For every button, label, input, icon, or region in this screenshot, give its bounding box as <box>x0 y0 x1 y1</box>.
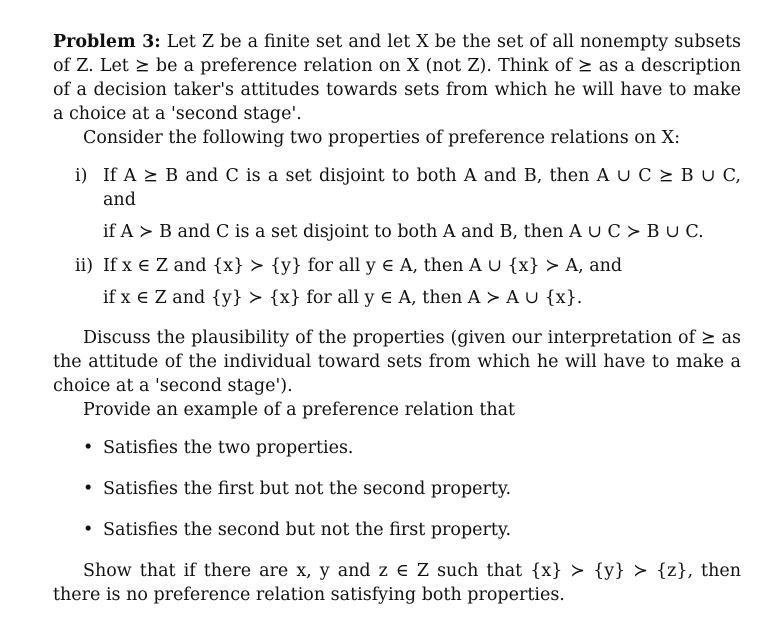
bullet-text-1: Satisfies the two properties. <box>103 438 354 458</box>
properties-list <box>53 164 741 310</box>
property-item-1 <box>53 164 741 244</box>
example-bullets-list <box>53 436 741 542</box>
property-2-line-2: if x ∈ Z and {y} ≻ {x} for all y ∈ A, then A ≻ A ∪ {x}. <box>103 288 583 308</box>
bullet-text-2: Satisfies the first but not the second property. <box>103 479 512 499</box>
problem-label: Problem 3: <box>53 32 161 52</box>
property-item-2 <box>53 254 741 310</box>
property-marker-1: i) <box>75 166 88 186</box>
property-1-line-1: If A ⪰ B and C is a set disjoint to both A and B, then A ∪ C ⪰ B ∪ C, and <box>103 166 741 210</box>
example-prompt-text: Provide an example of a preference relation that <box>83 400 516 420</box>
property-marker-2: ii) <box>75 256 94 276</box>
bullet-item-3 <box>53 518 741 542</box>
discussion-paragraph: Discuss the plausibility of the properties (given our interpretation of ⪰ as the attitude of the individual toward sets from which he will have to make a choice at a 'second stage'). <box>53 328 741 396</box>
bullet-icon: • <box>83 520 94 540</box>
property-1-line-2: if A ≻ B and C is a set disjoint to both A and B, then A ∪ C ≻ B ∪ C. <box>103 222 704 242</box>
problem-intro-paragraph <box>53 30 741 126</box>
property-2-line-1: If x ∈ Z and {x} ≻ {y} for all y ∈ A, then A ∪ {x} ≻ A, and <box>103 256 623 276</box>
bullet-text-3: Satisfies the second but not the first property. <box>103 520 512 540</box>
bullet-icon: • <box>83 438 94 458</box>
consider-properties-text: Consider the following two properties of preference relations on X: <box>83 128 681 148</box>
conclusion-paragraph: Show that if there are x, y and z ∈ Z such that {x} ≻ {y} ≻ {z}, then there is no preference relation satisfying both properties. <box>53 561 741 605</box>
bullet-item-2 <box>53 477 741 501</box>
problem-intro-text: Let Z be a finite set and let X be the set of all nonempty subsets of Z. Let ⪰ be a preference relation on X (not Z). Think of ⪰ as a description of a decision taker's attitudes towards sets from which he will have to make a choice at a 'second stage'. <box>53 32 741 124</box>
bullet-item-1 <box>53 436 741 460</box>
bullet-icon: • <box>83 479 94 499</box>
